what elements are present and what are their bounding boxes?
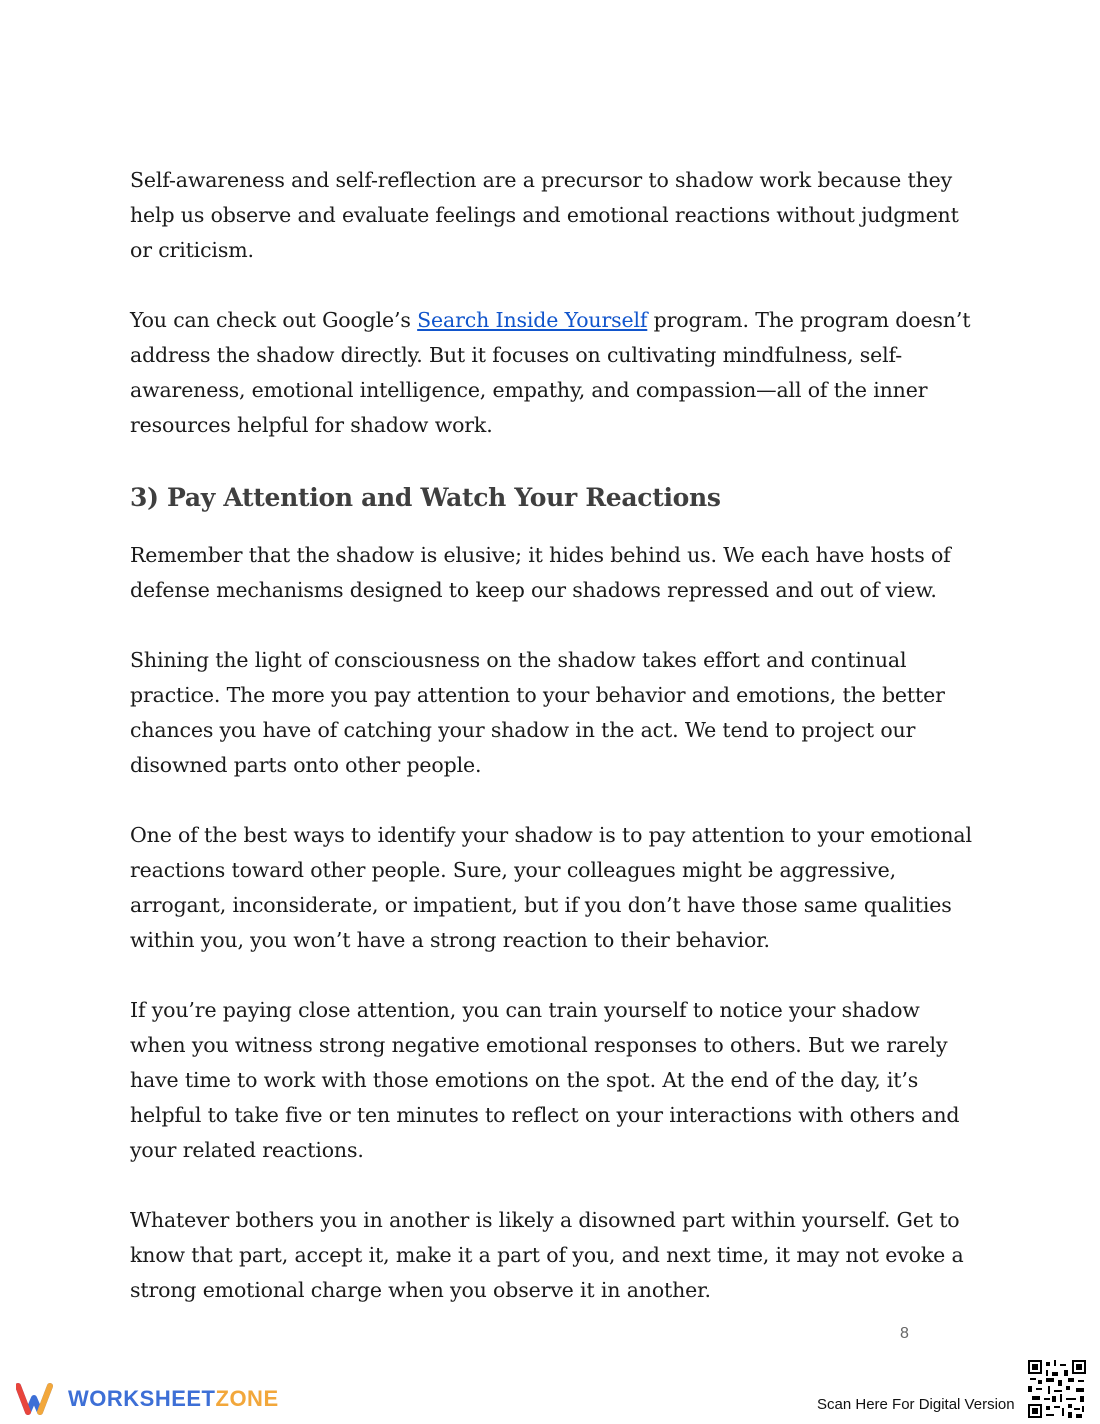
worksheetzone-logo-icon <box>16 1382 60 1416</box>
paragraph-shadow-elusive: Remember that the shadow is elusive; it hides behind us. We each have hosts of defense mechanisms designed to keep our shadows repressed and out of view. <box>130 543 951 602</box>
logo-word-zone: ZONE <box>215 1386 279 1411</box>
document-body <box>130 163 980 1343</box>
search-inside-yourself-link[interactable]: Search Inside Yourself <box>417 308 648 332</box>
paragraph-emotional-reactions: One of the best ways to identify your shadow is to pay attention to your emotional reactions toward other people. Sure, your colleagues might be aggressive, arrogant, inconsiderate, or impatient, but if you don’t have those same qualities within you, you won’t have a strong reaction to their behavior. <box>130 823 972 952</box>
section-heading: 3) Pay Attention and Watch Your Reactions <box>130 483 721 512</box>
qr-code-icon[interactable] <box>1028 1360 1086 1418</box>
paragraph-text: program. The program doesn’t address the shadow directly. But it focuses on cultivating mindfulness, self-awareness, emotional intelligence, empathy, and compassion—all of the inner resources helpful for shadow work. <box>130 308 971 437</box>
paragraph-shining-light: Shining the light of consciousness on the shadow takes effort and continual practice. The more you pay attention to your behavior and emotions, the better chances you have of catching your shadow in the act. We tend to project our disowned parts onto other people. <box>130 648 945 777</box>
paragraph-google-program <box>130 303 980 443</box>
paragraph-text: You can check out Google’s <box>130 308 418 332</box>
logo-word-worksheet: WORKSHEET <box>68 1386 216 1411</box>
logo-text <box>68 1386 279 1412</box>
scan-text: Scan Here For Digital Version <box>817 1396 1015 1413</box>
paragraph-close-attention: If you’re paying close attention, you can train yourself to notice your shadow when you witness strong negative emotional responses to others. But we rarely have time to work with those emotions on the spot. At the end of the day, it’s helpful to take five or ten minutes to reflect on your interactions with others and your related reactions. <box>130 998 960 1162</box>
paragraph-self-awareness: Self-awareness and self-reflection are a precursor to shadow work because they help us observe and evaluate feelings and emotional reactions without judgment or criticism. <box>130 168 959 262</box>
page-number: 8 <box>900 1325 909 1342</box>
paragraph-disowned-part: Whatever bothers you in another is likely a disowned part within yourself. Get to know that part, accept it, make it a part of you, and next time, it may not evoke a strong emotional charge when you observe it in another. <box>130 1208 964 1302</box>
worksheetzone-logo[interactable] <box>16 1382 279 1416</box>
